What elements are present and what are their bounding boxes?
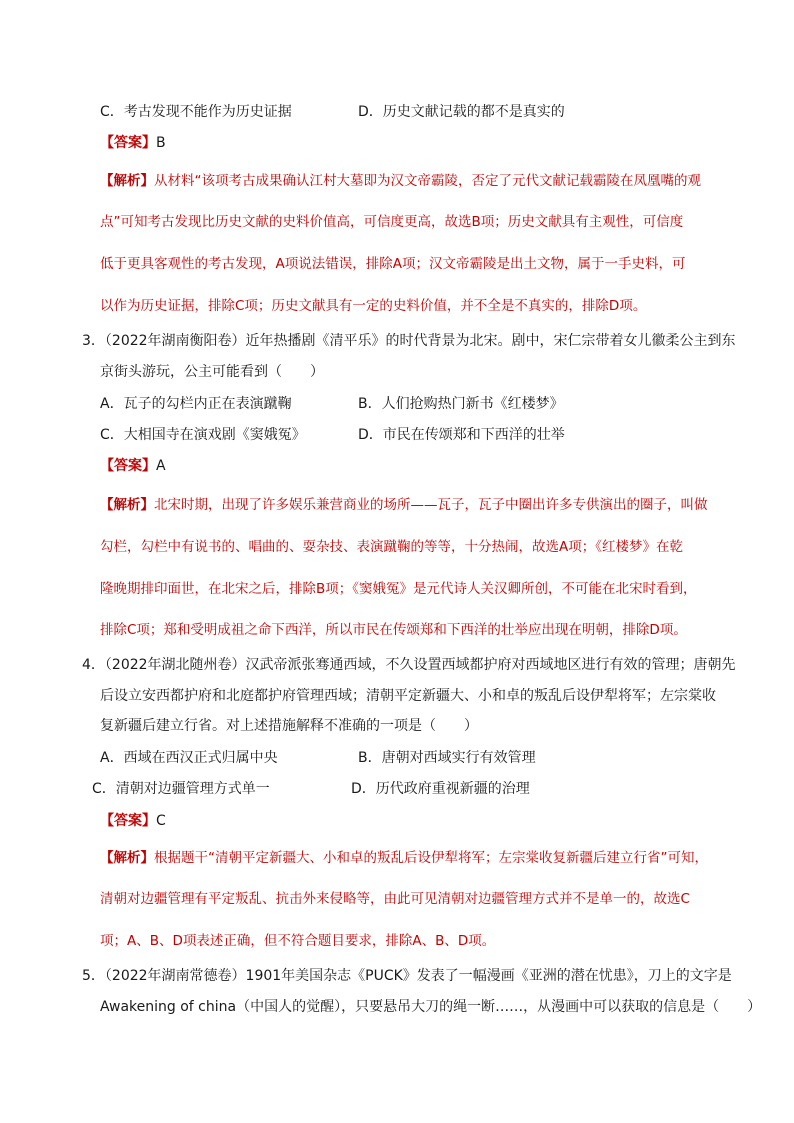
q2-explanation-line-1: 【解析】从材料“该项考古成果确认江村大墓即为汉文帝霸陵，否定了元代文献记载霸陵在凤凰嘴的观 [100,173,701,189]
q2-option-d: D．历史文献记载的都不是真实的 [358,104,565,120]
answer-tag: 【答案】 [100,813,156,829]
q5-stem-line-2: Awakening of china（中国人的觉醒），只要悬吊大刀的绳一断……，从漫画中可以获取的信息是（ ） [100,999,762,1015]
q3-option-b: B．人们抢购热门新书《红楼梦》 [358,396,564,412]
q3-explanation-line-4: 排除C项；郑和受明成祖之命下西洋，所以市民在传颂郑和下西洋的壮举应出现在明朝，排除D项。 [100,622,687,638]
q3-option-d: D．市民在传颂郑和下西洋的壮举 [358,427,565,443]
answer-tag: 【答案】 [100,458,156,474]
q2-answer [100,133,166,153]
answer-value: C [156,813,166,829]
q4-stem-line-1: 4．（2022年湖北随州卷）汉武帝派张骞通西域，不久设置西域都护府对西域地区进行有效的管理；唐朝先 [82,657,736,673]
answer-value: B [156,135,166,151]
q3-explanation-line-2: 勾栏，勾栏中有说书的、唱曲的、耍杂技、表演蹴鞠的等等，十分热闹，故选A项；《红楼梦》在乾 [100,539,683,555]
q5-stem-line-1: 5．（2022年湖南常德卷）1901年美国杂志《PUCK》发表了一幅漫画《亚洲的潜在忧患》，刀上的文字是 [82,968,732,984]
q4-option-b: B．唐朝对西域实行有效管理 [358,750,536,766]
answer-value: A [156,458,166,474]
q2-explanation-line-2: 点”可知考古发现比历史文献的史料价值高，可信度更高，故选B项；历史文献具有主观性，可信度 [100,214,684,230]
q4-stem-line-2: 后设立安西都护府和北庭都护府管理西域；清朝平定新疆大、小和卓的叛乱后设伊犁将军；左宗棠收 [100,688,716,704]
q4-explanation-line-2: 清朝对边疆管理有平定叛乱、抗击外来侵略等，由此可见清朝对边疆管理方式并不是单一的，故选C [100,891,690,907]
q3-option-c: C．大相国寺在演戏剧《窦娥冤》 [100,427,306,443]
q4-option-c: C．清朝对边疆管理方式单一 [92,781,270,797]
q3-answer [100,456,166,476]
q4-option-d: D．历代政府重视新疆的治理 [351,781,530,797]
q3-option-a: A．瓦子的勾栏内正在表演蹴鞠 [100,396,292,412]
q4-stem-line-3: 复新疆后建立行省。对上述措施解释不准确的一项是（ ） [100,718,478,734]
q3-stem-line-1: 3．（2022年湖南衡阳卷）近年热播剧《清平乐》的时代背景为北宋。剧中，宋仁宗带着女儿徽柔公主到东 [82,333,736,349]
answer-tag: 【答案】 [100,135,156,151]
q4-answer [100,811,166,831]
q4-explanation-line-3: 项；A、B、D项表述正确，但不符合题目要求，排除A、B、D项。 [100,933,496,949]
q2-option-c: C．考古发现不能作为历史证据 [100,104,292,120]
q2-explanation-line-3: 低于更具客观性的考古发现，A项说法错误，排除A项；汉文帝霸陵是出土文物，属于一手史料，可 [100,256,686,272]
explanation-tag: 【解析】 [100,850,154,866]
q3-stem-line-2: 京街头游玩，公主可能看到（ ） [100,364,324,380]
q3-explanation-line-3: 隆晚期排印面世，在北宋之后，排除B项；《窦娥冤》是元代诗人关汉卿所创，不可能在北宋时看到， [100,581,697,597]
q4-explanation-line-1: 【解析】根据题干“清朝平定新疆大、小和卓的叛乱后设伊犁将军；左宗棠收复新疆后建立行省”可知， [100,850,708,866]
explanation-tag: 【解析】 [100,173,154,189]
q2-explanation-line-4: 以作为历史证据，排除C项；历史文献具有一定的史料价值，并不全是不真实的，排除D项。 [100,298,647,314]
explanation-tag: 【解析】 [100,497,154,513]
q3-explanation-line-1: 【解析】北宋时期，出现了许多娱乐兼营商业的场所——瓦子，瓦子中圈出许多专供演出的圈子，叫做 [100,497,708,513]
q4-option-a: A．西域在西汉正式归属中央 [100,750,278,766]
